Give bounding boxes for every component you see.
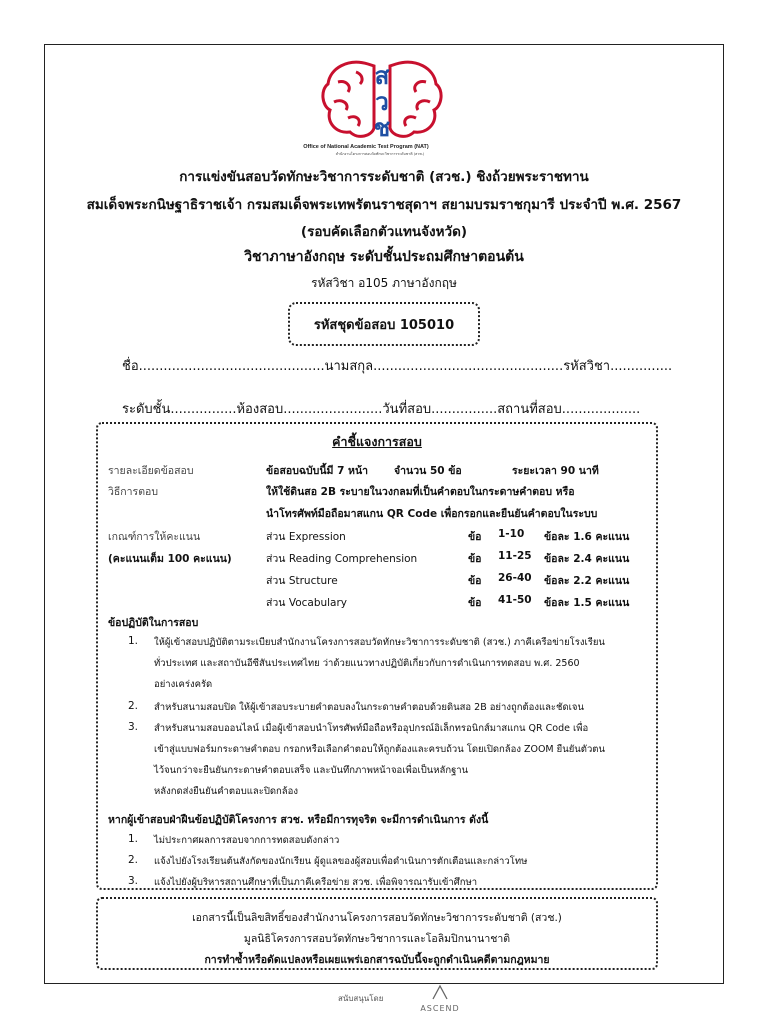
copyright-line-2: มูลนิธิโครงการสอบวัดทักษะวิชาการและโอลิมปิกนานาชาติ (243, 933, 511, 945)
copyright-box (96, 897, 658, 970)
detail-pages: ข้อสอบฉบับนี้มี 7 หน้า (266, 465, 369, 477)
section-name: ส่วน Expression (266, 531, 346, 543)
penalty-text: แจ้งไปยังโรงเรียนต้นสังกัดของนักเรียน ผู้ดูแลของผู้สอบเพื่อดำเนินการตักเตือนและกล่าวโทษ (154, 856, 528, 867)
section-points: ข้อละ 2.2 คะแนน (544, 575, 630, 587)
detail-time: ระยะเวลา 90 นาที (512, 465, 599, 477)
logo-org-thai: สำนักงานโครงการสอบวัดทักษะวิชาการระดับชาติ (สวช.) (335, 152, 425, 156)
penalty-text: แจ้งไปยังผู้บริหารสถานศึกษาที่เป็นภาคีเครือข่าย สวช. เพื่อพิจารณารับเข้าศึกษา (154, 877, 478, 888)
detail-count: จำนวน 50 ข้อ (394, 465, 462, 477)
instructions-title: คำชี้แจงการสอบ (332, 434, 422, 449)
title-line-3: (รอบคัดเลือกตัวแทนจังหวัด) (300, 224, 468, 240)
rule-line: ไว้จนกว่าจะยืนยันกระดาษคำตอบเสร็จ และบันทึกภาพหน้าจอเพื่อเป็นหลักฐาน (154, 765, 469, 776)
penalty-number: 1. (128, 833, 139, 845)
sponsor-name: ASCEND (420, 1004, 460, 1013)
rules-title: ข้อปฏิบัติในการสอบ (108, 617, 199, 629)
supported-by-label: สนับสนุนโดย (338, 994, 384, 1003)
subject-title: วิชาภาษาอังกฤษ ระดับชั้นประถมศึกษาตอนต้น (244, 249, 524, 265)
section-prefix: ข้อ (468, 553, 482, 565)
section-name: ส่วน Vocabulary (266, 597, 348, 609)
section-prefix: ข้อ (468, 597, 482, 609)
rule-line: ให้ผู้เข้าสอบปฏิบัติตามระเบียบสำนักงานโครงการสอบวัดทักษะวิชาการระดับชาติ (สวช.) ภาคีเครือข่ายโรงเรียน (154, 637, 605, 648)
instructions-box (96, 422, 658, 890)
title-line-2: สมเด็จพระกนิษฐาธิราชเจ้า กรมสมเด็จพระเทพรัตนราชสุดาฯ สยามบรมราชกุมารี ประจำปี พ.ศ. 2567 (86, 197, 682, 213)
rule-line: เข้าสู่แบบฟอร์มกระดาษคำตอบ กรอกหรือเลือกคำตอบให้ถูกต้องและครบถ้วน โดยเปิดกล้อง ZOOM ยืนยันตัวตน (154, 744, 605, 755)
detail-label: รายละเอียดข้อสอบ (108, 465, 194, 477)
rule-line: ทั่วประเทศ และสถาบันอีซีสันประเทศไทย ว่าด้วยแนวทางปฏิบัติเกี่ยวกับการดำเนินการทดสอบ พ.ศ. 2560 (154, 658, 580, 669)
copyright-warning: การทำซ้ำหรือดัดแปลงหรือเผยแพร่เอกสารฉบับนี้จะถูกดำเนินคดีตามกฎหมาย (204, 954, 550, 966)
class-fields-row[interactable]: ระดับชั้น................ห้องสอบ........................วันที่สอบ................สถานที่สอบ................... (122, 402, 641, 417)
rule-number: 3. (128, 721, 139, 733)
method-line-1: ให้ใช้ดินสอ 2B ระบายในวงกลมที่เป็นคำตอบในกระดาษคำตอบ หรือ (266, 486, 575, 498)
logo-org-english: Office of National Academic Test Program (NAT) (303, 144, 429, 150)
penalty-number: 3. (128, 875, 139, 887)
section-name: ส่วน Structure (266, 575, 338, 587)
score-total: (คะแนนเต็ม 100 คะแนน) (108, 553, 232, 565)
name-fields-row[interactable]: ชื่อ.............................................นามสกุล..............................................รหัสวิชา............... (122, 359, 673, 374)
rule-line: สำหรับสนามสอบออนไลน์ เมื่อผู้เข้าสอบนำโทรศัพท์มือถือหรืออุปกรณ์อิเล็กทรอนิกส์มาสแกน QR Code เพื่อ (154, 723, 589, 734)
copyright-line-1: เอกสารนี้เป็นลิขสิทธิ์ของสำนักงานโครงการสอบวัดทักษะวิชาการระดับชาติ (สวช.) (192, 912, 562, 924)
title-line-1: การแข่งขันสอบวัดทักษะวิชาการระดับชาติ (สวช.) ชิงถ้วยพระราชทาน (179, 169, 589, 185)
rule-line: หลังกดส่งยืนยันคำตอบและปิดกล้อง (154, 786, 298, 797)
brain-logo-icon (303, 52, 448, 158)
penalty-title: หากผู้เข้าสอบฝ่าฝืนข้อปฏิบัติโครงการ สวช. หรือมีการทุจริต จะมีการดำเนินการ ดังนี้ (108, 814, 489, 826)
rule-number: 1. (128, 635, 139, 647)
sponsor-logo (420, 984, 460, 1020)
ascend-peak-icon (431, 984, 449, 1000)
rule-line: สำหรับสนามสอบปิด ให้ผู้เข้าสอบระบายคำตอบลงในกระดาษคำตอบด้วยดินสอ 2B อย่างถูกต้องและชัดเจน (154, 702, 584, 713)
section-prefix: ข้อ (468, 531, 482, 543)
subject-code: รหัสวิชา อ105 ภาษาอังกฤษ (311, 276, 457, 290)
section-points: ข้อละ 1.6 คะแนน (544, 531, 630, 543)
method-line-2: นำโทรศัพท์มือถือมาสแกน QR Code เพื่อกรอกและยืนยันคำตอบในระบบ (266, 508, 598, 520)
rule-line: อย่างเคร่งครัด (154, 679, 213, 690)
exam-code: รหัสชุดข้อสอบ 105010 (313, 317, 455, 333)
penalty-text: ไม่ประกาศผลการสอบจากการทดสอบดังกล่าว (154, 835, 340, 846)
exam-code-box (288, 302, 480, 346)
section-range: 1-10 (498, 528, 525, 540)
section-prefix: ข้อ (468, 575, 482, 587)
logo-letter-3: ช (373, 114, 391, 142)
section-points: ข้อละ 1.5 คะแนน (544, 597, 630, 609)
rule-number: 2. (128, 700, 139, 712)
score-label: เกณฑ์การให้คะแนน (108, 531, 201, 543)
section-range: 41-50 (498, 594, 532, 606)
logo-letter-2: ว (375, 88, 389, 116)
section-points: ข้อละ 2.4 คะแนน (544, 553, 630, 565)
section-range: 11-25 (498, 550, 532, 562)
section-range: 26-40 (498, 572, 532, 584)
logo-letter-1: ส (374, 62, 390, 90)
penalty-number: 2. (128, 854, 139, 866)
section-name: ส่วน Reading Comprehension (266, 553, 418, 565)
nat-logo (303, 52, 448, 158)
method-label: วิธีการตอบ (108, 486, 158, 498)
